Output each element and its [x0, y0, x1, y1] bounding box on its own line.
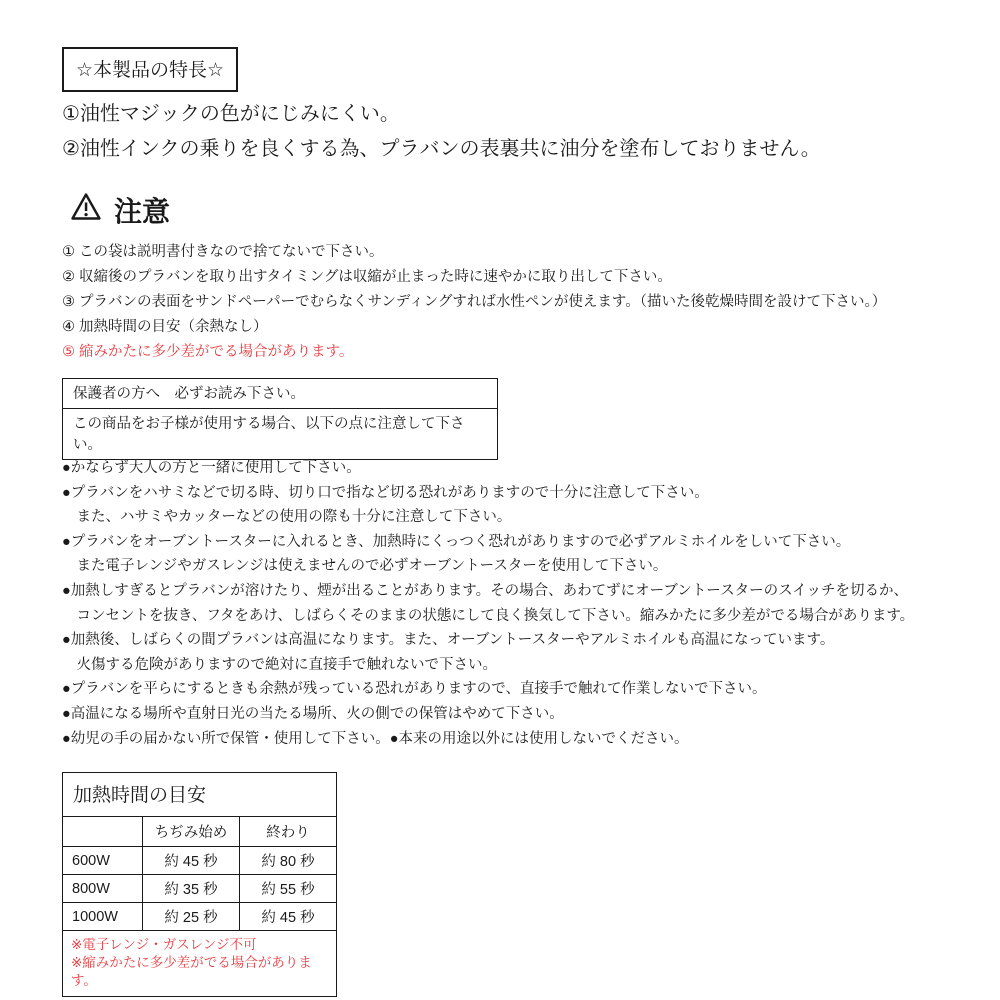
heating-time-table [62, 772, 337, 997]
table-footnote: ※電子レンジ・ガスレンジ不可 [71, 937, 257, 952]
guardian-notice-box [62, 378, 498, 460]
features-title: ☆本製品の特長☆ [76, 60, 225, 81]
feature-item: ②油性インクの乗りを良くする為、プラバンの表裏共に油分を塗布しておりません。 [62, 138, 821, 160]
safety-bullet-line: ●加熱後、しばらくの間プラバンは高温になります。また、オーブントースターやアルミホイルも高温になっています。 [62, 632, 835, 649]
finish-cell: 約 55 秒 [240, 875, 337, 903]
shrink-start-cell: 約 25 秒 [143, 903, 240, 931]
finish-cell: 約 80 秒 [240, 847, 337, 875]
safety-bullet-line: ●幼児の手の届かない所で保管・使用して下さい。●本来の用途以外には使用しないでください。 [62, 730, 689, 747]
safety-bullet-line: ●かならず大人の方と一緒に使用して下さい。 [62, 460, 361, 476]
guardian-notice-title: 保護者の方へ 必ずお読み下さい。 [73, 386, 305, 402]
table-row [63, 903, 337, 931]
caution-item: ② 収縮後のプラバンを取り出すタイミングは収縮が止まった時に速やかに取り出して下さい。 [62, 269, 672, 285]
caution-item: ④ 加熱時間の目安（余熱なし） [62, 319, 268, 335]
heating-table-corner-cell [63, 817, 143, 847]
safety-bullet-line: ●プラバンをハサミなどで切る時、切り口で指など切る恐れがありますので十分に注意して下さい。 [62, 484, 709, 501]
table-footnote: ※縮みかたに多少差がでる場合があります。 [71, 955, 312, 988]
features-list [62, 97, 821, 167]
table-row [63, 875, 337, 903]
wattage-cell: 600W [63, 847, 143, 875]
heating-table-col-header: 終わり [240, 817, 337, 847]
caution-item-warning: ⑤ 縮みかたに多少差がでる場合があります。 [62, 344, 354, 360]
caution-item: ③ プラバンの表面をサンドペーパーでむらなくサンディングすれば水性ペンが使えます。（描いた後乾燥時間を設けて下さい。） [62, 294, 887, 310]
table-row [63, 847, 337, 875]
wattage-cell: 800W [63, 875, 143, 903]
heating-table-title: 加熱時間の目安 [63, 773, 337, 817]
shrink-start-cell: 約 45 秒 [143, 847, 240, 875]
safety-bullet-line: ●高温になる場所や直射日光の当たる場所、火の側での保管はやめて下さい。 [62, 705, 564, 722]
safety-bullet-list [62, 456, 914, 751]
safety-bullet-line: ●プラバンをオーブントースターに入れるとき、加熱時にくっつく恐れがありますので必ずアルミホイルをしいて下さい。 [62, 533, 851, 550]
table-footnotes [63, 931, 337, 997]
guardian-notice-body: この商品をお子様が使用する場合、以下の点に注意して下さい。 [63, 408, 497, 459]
safety-bullet-line: ●加熱しすぎるとプラバンが溶けたり、煙が出ることがあります。その場合、あわてずにオーブントースターのスイッチを切るか、 [62, 582, 908, 599]
safety-bullet-line: コンセントを抜き、フタをあけ、しばらくそのままの状態にして良く換気して下さい。縮みかたに多少差がでる場合があります。 [62, 607, 915, 624]
heating-table-col-header: ちぢみ始め [143, 817, 240, 847]
safety-bullet-line: 火傷する危険がありますので絶対に直接手で触れないで下さい。 [62, 656, 497, 673]
caution-item: ① この袋は説明書付きなので捨てないで下さい。 [62, 244, 384, 260]
wattage-cell: 1000W [63, 903, 143, 931]
caution-title: 注意 [114, 196, 171, 227]
finish-cell: 約 45 秒 [240, 903, 337, 931]
features-title-box [62, 47, 238, 92]
safety-bullet-line: また、ハサミやカッターなどの使用の際も十分に注意して下さい。 [62, 509, 512, 526]
shrink-start-cell: 約 35 秒 [143, 875, 240, 903]
safety-bullet-line: ●プラバンを平らにするときも余熱が残っている恐れがありますので、直接手で触れて作業しないで下さい。 [62, 681, 767, 698]
feature-item: ①油性マジックの色がにじみにくい。 [62, 103, 400, 125]
safety-bullet-line: また電子レンジやガスレンジは使えませんので必ずオーブントースターを使用して下さい。 [62, 558, 668, 575]
caution-list [62, 240, 886, 365]
caution-heading [70, 190, 170, 230]
warning-triangle-icon [70, 192, 102, 228]
